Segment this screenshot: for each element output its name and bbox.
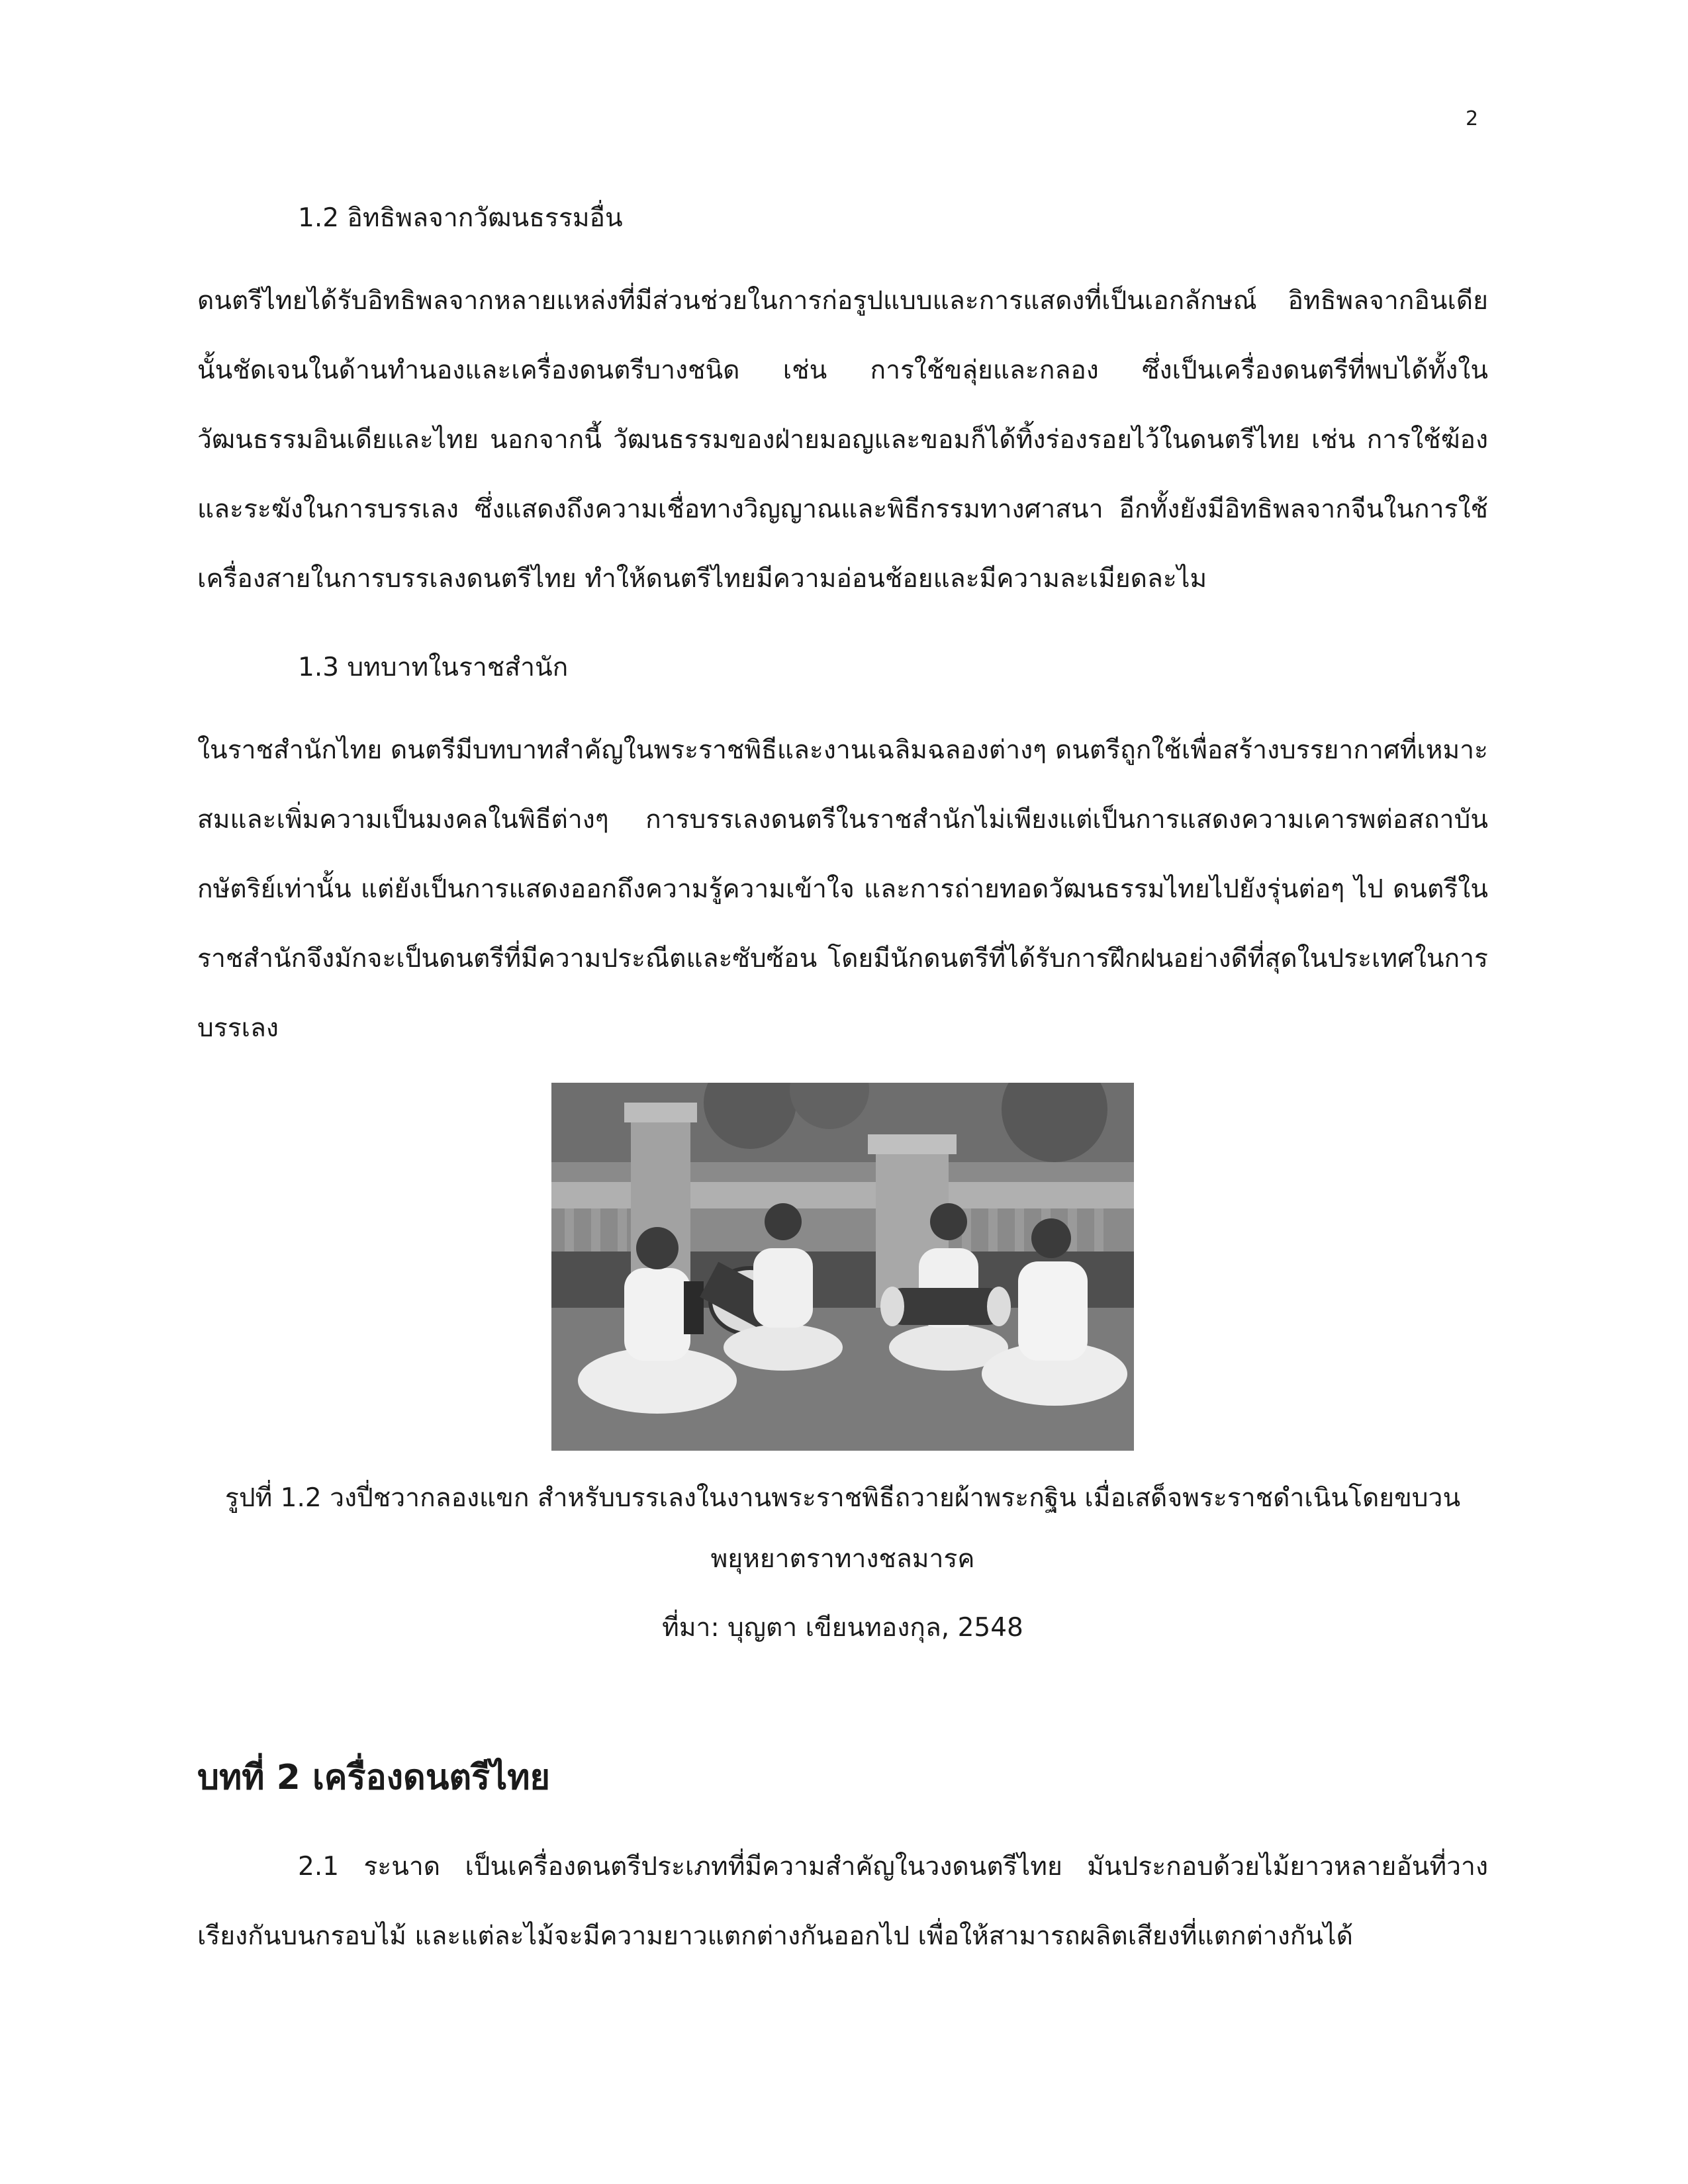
figure-musicians-photo bbox=[551, 1083, 1134, 1451]
figure-caption: รูปที่ 1.2 วงปี่ชวากลองแขก สำหรับบรรเลงในงานพระราชพิธีถวายผ้าพระกฐิน เมื่อเสด็จพระราชดำเนินโดยขบวนพยุหยาตราทางชลมารค bbox=[224, 1483, 1461, 1574]
chapter-heading-2: บทที่ 2 เครื่องดนตรีไทย bbox=[197, 1758, 550, 1797]
section-heading-1-3: 1.3 บทบาทในราชสำนัก bbox=[298, 653, 569, 682]
paragraph-royal-court-role: ในราชสำนักไทย ดนตรีมีบทบาทสำคัญในพระราชพิธีและงานเฉลิมฉลองต่างๆ ดนตรีถูกใช้เพื่อสร้างบรรยากาศที่เหมาะสมและเพิ่มความเป็นมงคลในพิธีต่างๆ การบรรเลงดนตรีในราชสำนักไม่เพียงแต่เป็นการแสดงความเคารพต่อสถาบันกษัตริย์เท่านั้น แต่ยังเป็นการแสดงออกถึงความรู้ความเข้าใจ และการถ่ายทอดวัฒนธรรมไทยไปยังรุ่นต่อๆ ไป ดนตรีในราชสำนักจึงมักจะเป็นดนตรีที่มีความประณีตและซับซ้อน โดยมีนักดนตรีที่ได้รับการฝึกฝนอย่างดีที่สุดในประเทศในการบรรเลง bbox=[197, 735, 1488, 1043]
paragraph-ranat: 2.1 ระนาด เป็นเครื่องดนตรีประเภทที่มีความสำคัญในวงดนตรีไทย มันประกอบด้วยไม้ยาวหลายอันที่วางเรียงกันบนกรอบไม้ และแต่ละไม้จะมีความยาวแตกต่างกันออกไป เพื่อให้สามารถผลิตเสียงที่แตกต่างกันได้ bbox=[197, 1852, 1488, 1951]
section-heading-1-2: 1.2 อิทธิพลจากวัฒนธรรมอื่น bbox=[298, 203, 623, 233]
document-body bbox=[197, 199, 1488, 1971]
figure-source: ที่มา: บุญตา เขียนทองกุล, 2548 bbox=[662, 1613, 1023, 1643]
page-number: 2 bbox=[1466, 107, 1479, 130]
paragraph-cultural-influences: ดนตรีไทยได้รับอิทธิพลจากหลายแหล่งที่มีส่วนช่วยในการก่อรูปแบบและการแสดงที่เป็นเอกลักษณ์ อิทธิพลจากอินเดียนั้นชัดเจนในด้านทำนองและเครื่องดนตรีบางชนิด เช่น การใช้ขลุ่ยและกลอง ซึ่งเป็นเครื่องดนตรีที่พบได้ทั้งในวัฒนธรรมอินเดียและไทย นอกจากนี้ วัฒนธรรมของฝ่ายมอญและขอมก็ได้ทิ้งร่องรอยไว้ในดนตรีไทย เช่น การใช้ฆ้องและระฆังในการบรรเลง ซึ่งแสดงถึงความเชื่อทางวิญญาณและพิธีกรรมทางศาสนา อีกทั้งยังมีอิทธิพลจากจีนในการใช้เครื่องสายในการบรรเลงดนตรีไทย ทำให้ดนตรีไทยมีความอ่อนช้อยและมีความละเมียดละไม bbox=[197, 286, 1488, 594]
